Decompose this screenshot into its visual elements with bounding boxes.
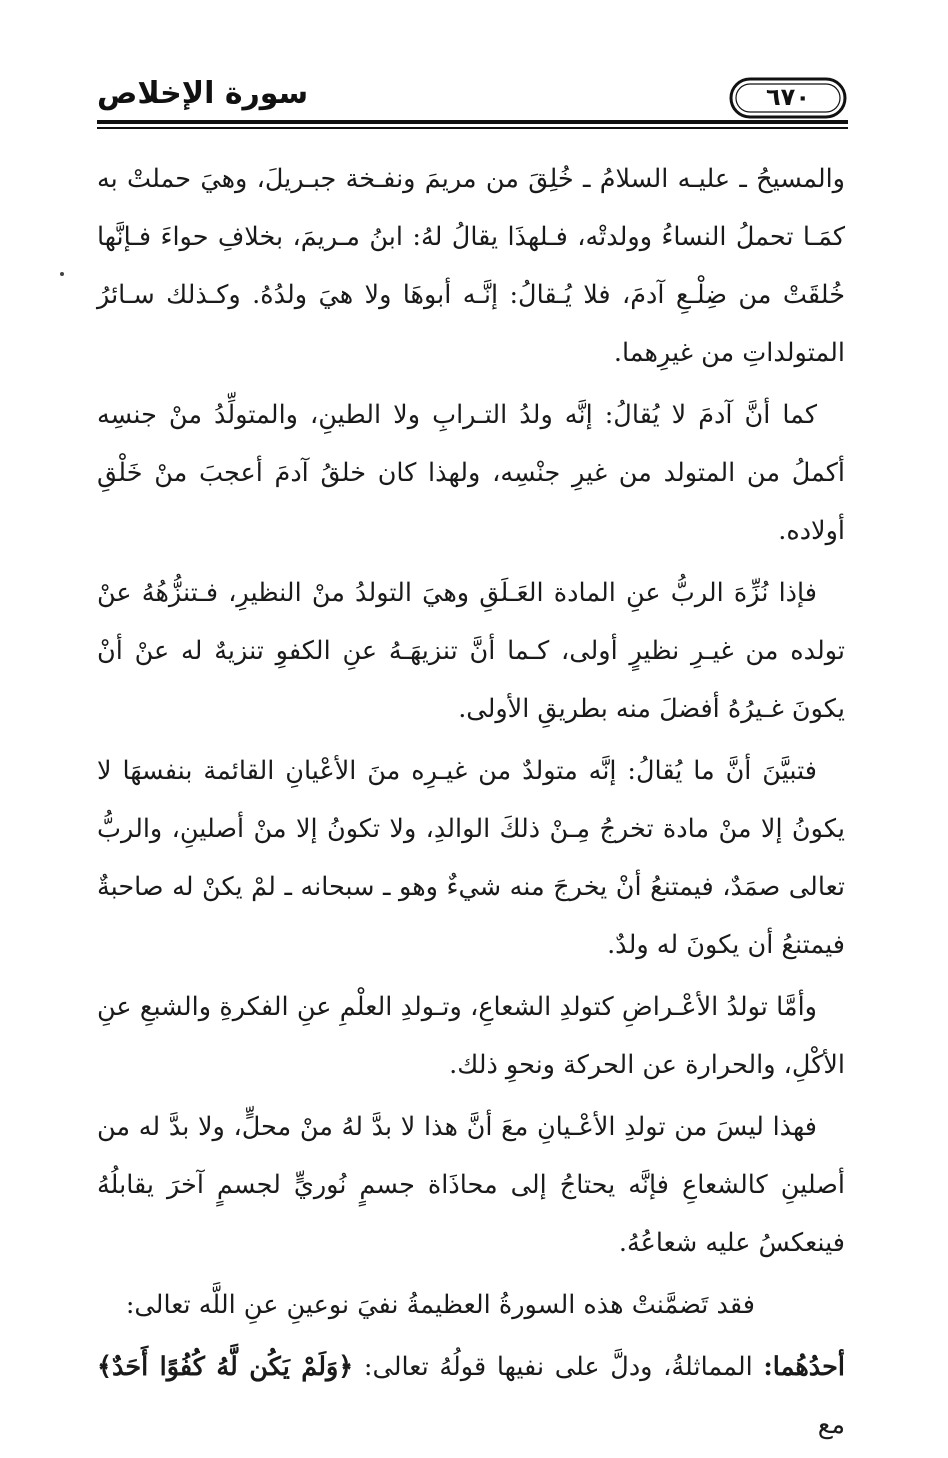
header-rule-thick [97, 120, 848, 124]
paragraph-last [97, 1338, 845, 1454]
paragraph: وأمَّا تولدُ الأعْـراضِ كتولدِ الشعاعِ، وتـولدِ العلْمِ عنِ الفكرةِ والشبعِ عنِ الأكْلِ، والحرارة عن الحركة ونحوِ ذلك. [97, 992, 845, 1080]
paragraph: فتبيَّنَ أنَّ ما يُقالُ: إنَّه متولدٌ من غيـرِه منَ الأعْيانِ القائمة بنفسهَا لا يكونُ إلا منْ مادة تخرجُ مِـنْ ذلكَ الوالدِ، ولا تكونُ إلا منْ أصلينِ، والربُّ تعالى صمَدٌ، فيمتنعُ أنْ يخرجَ منه شيءٌ وهو ـ سبحانه ـ لمْ يكنْ له صاحبةٌ فيمتنعُ أن يكونَ له ولدٌ. [97, 756, 845, 960]
body-text [97, 150, 845, 1458]
page-header [97, 70, 848, 132]
surah-title: سورة الإخلاص [97, 76, 309, 111]
paragraph: والمسيحُ ـ عليـه السلامُ ـ خُلِقَ من مريمَ ونفـخة جبـريلَ، وهيَ حملتْ به كمَـا تحملُ النساءُ وولدتْه، فـلهذَا يقالُ لهُ: ابنُ مـريمَ، بخلافِ حواءَ فـإنَّها خُلقَتْ من ضِلْـعِ آدمَ، فلا يُـقالُ: إنَّـه أبوهَا ولا هيَ ولدُهُ. وكـذلك سـائرُ المتولداتِ من غيرِهما. [97, 164, 845, 368]
margin-dot [60, 272, 64, 276]
paragraph-text: المماثلةُ، ودلَّ على نفيها قولُهُ تعالى: [363, 1352, 753, 1382]
paragraph-text-end: مع [817, 1410, 845, 1440]
paragraph: فإذا نُزِّهَ الربُّ عنِ المادة العَـلَقِ وهيَ التولدُ منْ النظيرِ، فـتنزُّهُهُ عنْ تولده من غيـرِ نظيرٍ أولى، كـما أنَّ تنزيهَـهُ عنِ الكفوِ تنزيهٌ له عنْ أنْ يكونَ غـيرُهُ أفضلَ منه بطريقِ الأولى. [97, 578, 845, 724]
header-rule-thin [97, 127, 848, 129]
paragraph: كما أنَّ آدمَ لا يُقالُ: إنَّه ولدُ التـرابِ ولا الطينِ، والمتولِّدُ منْ جنسِه أكملُ من المتولد من غيرِ جنْسِه، ولهذا كان خلقُ آدمَ أعجبَ منْ خَلْقِ أولاده. [97, 400, 845, 546]
page-number: ٦٧٠ [766, 83, 810, 111]
paragraph: فقد تَضمَّنتْ هذه السورةُ العظيمةُ نفيَ نوعينِ عنِ اللَّه تعالى: [125, 1290, 755, 1320]
quran-verse: ﴿وَلَمْ يَكُن لَّهُ كُفُوًا أَحَدٌ﴾ [97, 1352, 354, 1382]
lead-word: أحدُهُما: [763, 1352, 845, 1382]
page-number-badge [728, 76, 848, 120]
paragraph: فهذا ليسَ من تولدِ الأعْـيانِ معَ أنَّ هذا لا بدَّ لهُ منْ محلٍّ، ولا بدَّ له من أصلينِ كالشعاعِ فإنَّه يحتاجُ إلى محاذَاة جسمٍ نُوريٍّ لجسمٍ آخرَ يقابلُهُ فينعكسُ عليه شعاعُهُ. [97, 1112, 845, 1258]
